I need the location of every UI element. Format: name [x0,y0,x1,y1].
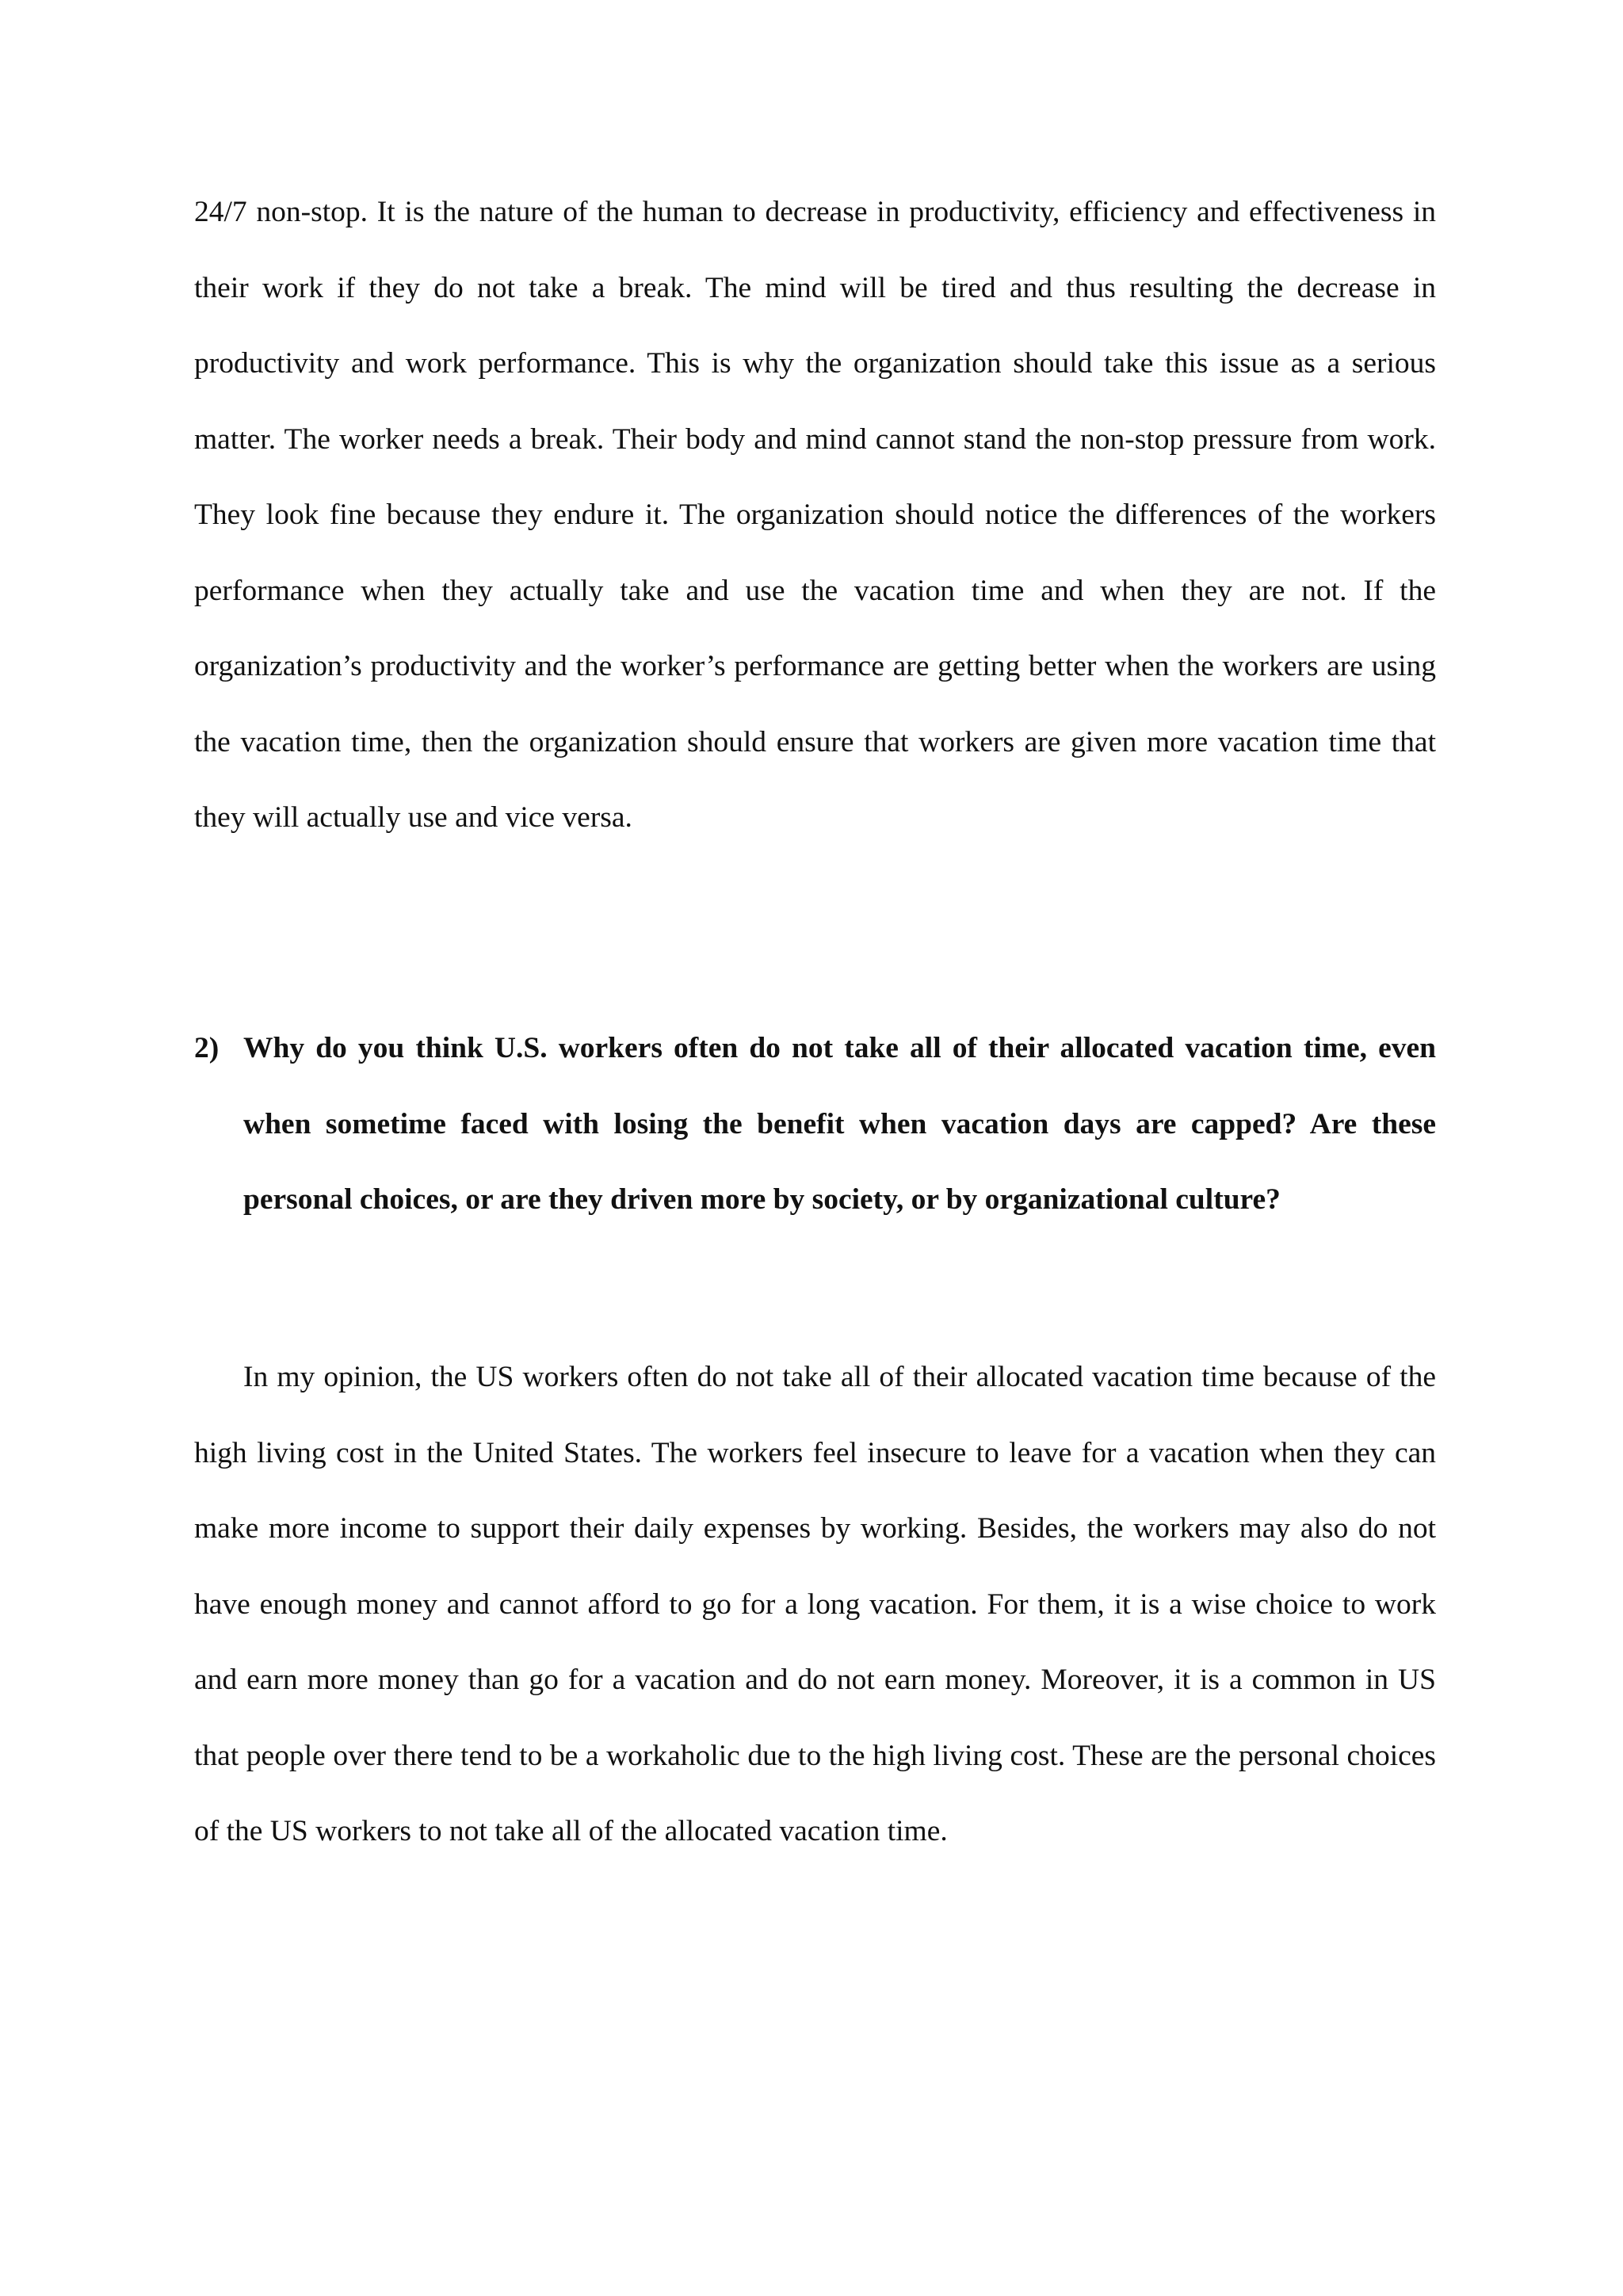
body-paragraph-continuation: 24/7 non-stop. It is the nature of the human to decrease in productivity, efficiency and effectiveness in their work if they do not take a break. The mind will be tired and thus resulting the decrease in productivity and work performance. This is why the organization should take this issue as a serious matter. The worker needs a break. Their body and mind cannot stand the non-stop pressure from work. They look fine because they endure it. The organization should notice the differences of the workers performance when they actually take and use the vacation time and when they are not. If the organization’s productivity and the worker’s performance are getting better when the workers are using the vacation time, then the organization should ensure that workers are given more vacation time that they will actually use and vice versa. [194,196,1436,834]
question-number: 2) [194,1032,220,1064]
question-text: Why do you think U.S. workers often do not take all of their allocated vacation time, even when sometime faced with losing the benefit when vacation days are capped? Are these personal choices, or are they driven more by society, or by organizational culture? [243,1032,1436,1216]
answer-paragraph: In my opinion, the US workers often do not take all of their allocated vacation time because of the high living cost in the United States. The workers feel insecure to leave for a vacation when they can make more income to support their daily expenses by working. Besides, the workers may also do not have enough money and cannot afford to go for a long vacation. For them, it is a wise choice to work and earn more money than go for a vacation and do not earn money. Moreover, it is a common in US that people over there tend to be a workaholic due to the high living cost. These are the personal choices of the US workers to not take all of the allocated vacation time. [194,1361,1436,1847]
question-2 [194,1010,1436,1238]
